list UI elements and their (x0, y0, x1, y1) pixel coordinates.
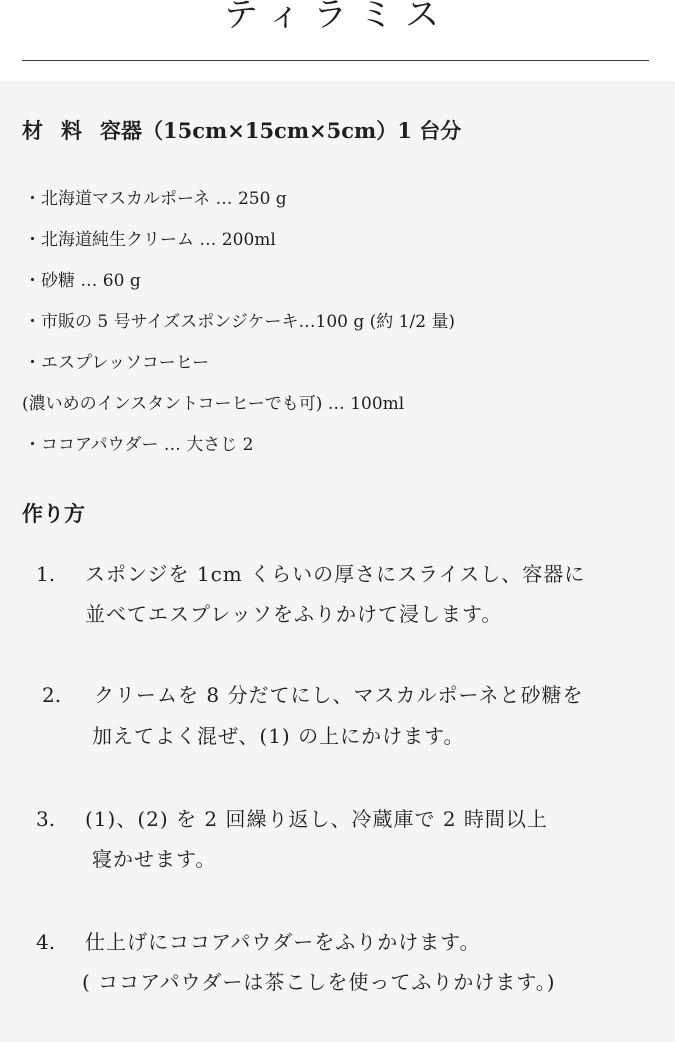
step-text: (1)、(2) を 2 回繰り返し、冷蔵庫で 2 時間以上 (85, 807, 548, 831)
steps-heading: 作り方 (22, 501, 85, 526)
materials-heading (22, 116, 461, 146)
step-text: 寝かせます。 (92, 847, 217, 871)
step-text: スポンジを 1cm くらいの厚さにスライスし、容器に (85, 562, 586, 586)
title-divider (22, 60, 649, 61)
step-text: クリームを 8 分だてにし、マスカルポーネと砂糖を (94, 683, 584, 707)
ingredient-item: ・ココアパウダー … 大さじ 2 (24, 435, 254, 455)
step-text: 仕上げにココアパウダーをふりかけます。 (85, 930, 481, 954)
ingredient-item: ・北海道マスカルポーネ … 250 g (24, 189, 287, 209)
step-text: 並べてエスプレッソをふりかけて浸します。 (85, 602, 503, 626)
step-number: 1. (36, 562, 56, 586)
ingredient-item: ・市販の 5 号サイズスポンジケーキ…100 g (約 1/2 量) (24, 312, 456, 332)
step-number: 3. (36, 807, 56, 831)
step-number: 2. (42, 683, 62, 707)
ingredient-item: ・北海道純生クリーム … 200ml (24, 230, 276, 250)
step-number: 4. (36, 930, 56, 954)
materials-label-2: 料 (61, 118, 82, 143)
step-text: ( ココアパウダーは茶こしを使ってふりかけます。) (82, 970, 556, 994)
step-text: 加えてよく混ぜ、(1) の上にかけます。 (92, 724, 465, 748)
container-size: 容器（15cm×15cm×5cm）1 台分 (100, 118, 462, 143)
ingredient-item: (濃いめのインスタントコーヒーでも可) … 100ml (22, 394, 405, 414)
materials-label-1: 材 (22, 118, 43, 143)
page-title: ティラミス (223, 0, 452, 35)
ingredient-item: ・砂糖 … 60 g (24, 271, 141, 291)
ingredient-item: ・エスプレッソコーヒー (24, 353, 210, 373)
